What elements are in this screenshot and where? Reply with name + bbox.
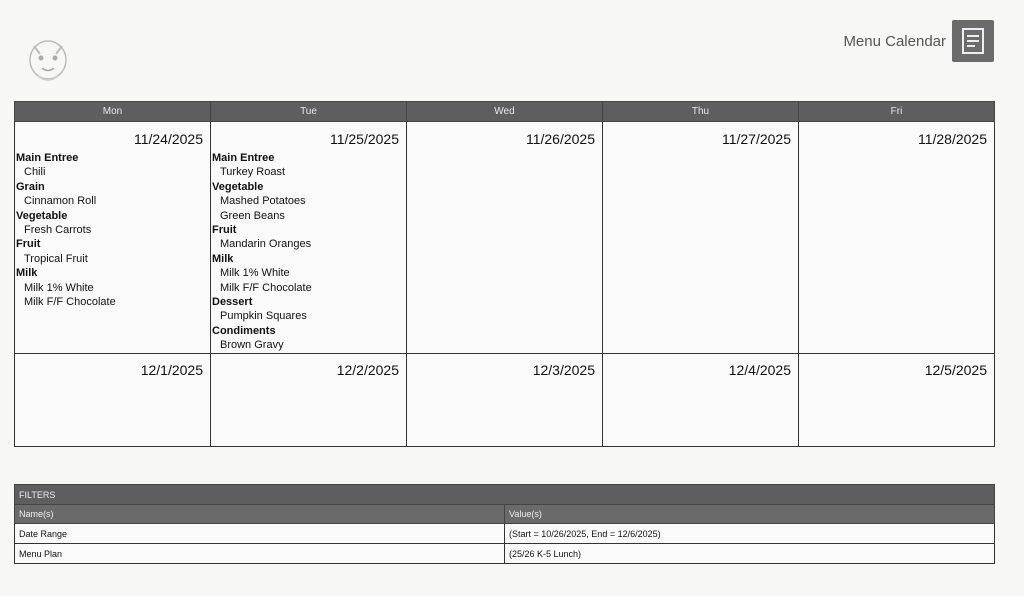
day-header: Fri: [799, 102, 995, 122]
menu-item: Milk 1% White: [24, 281, 94, 294]
day-cell: [15, 353, 211, 446]
day-date: 12/5/2025: [924, 361, 987, 378]
menu-item: Milk F/F Chocolate: [24, 296, 116, 309]
day-menu: [211, 151, 406, 353]
menu-item: Mashed Potatoes: [220, 195, 306, 208]
menu-category: Main Entree: [16, 152, 79, 164]
menu-category: Dessert: [212, 296, 253, 309]
menu-item: Cinnamon Roll: [24, 195, 97, 208]
menu-category: Vegetable: [212, 180, 264, 193]
day-cell: [407, 122, 603, 354]
day-cell: [211, 122, 407, 354]
day-date: 12/4/2025: [728, 361, 791, 378]
menu-item: Mandarin Oranges: [220, 238, 312, 251]
filters-name-header: Name(s): [15, 505, 505, 524]
day-cell: [799, 122, 995, 354]
filter-value: (25/26 K-5 Lunch): [505, 544, 995, 564]
day-header: Thu: [603, 102, 799, 122]
filter-name: Date Range: [15, 524, 505, 544]
menu-category: Vegetable: [16, 209, 68, 222]
filters-value-header: Value(s): [505, 505, 995, 524]
day-header: Wed: [407, 102, 603, 122]
day-header: Tue: [211, 102, 407, 122]
filter-name: Menu Plan: [15, 544, 505, 564]
day-date: 12/3/2025: [532, 361, 595, 378]
document-list-icon[interactable]: [952, 20, 994, 62]
day-cell: [603, 353, 799, 446]
filter-row: [15, 544, 995, 564]
day-date: 12/2/2025: [336, 361, 399, 378]
menu-category: Fruit: [16, 238, 41, 251]
menu-item: Chili: [24, 166, 46, 179]
day-cell: [211, 353, 407, 446]
day-cell: [407, 353, 603, 446]
day-cell: [603, 122, 799, 354]
filters-title: FILTERS: [15, 485, 995, 505]
day-cell: [15, 122, 211, 354]
day-date: 11/24/2025: [133, 131, 203, 147]
day-date: 11/27/2025: [721, 131, 791, 147]
menu-item: Milk 1% White: [220, 267, 290, 280]
day-header-row: [15, 102, 995, 122]
menu-item: Tropical Fruit: [24, 252, 88, 265]
tiger-mascot-icon: [24, 36, 72, 86]
page-title: Menu Calendar: [843, 33, 946, 50]
day-cell: [799, 353, 995, 446]
filter-value: (Start = 10/26/2025, End = 12/6/2025): [505, 524, 995, 544]
calendar-week-row: [15, 353, 995, 446]
menu-category: Main Entree: [212, 152, 275, 164]
menu-item: Milk F/F Chocolate: [220, 281, 312, 294]
menu-category: Condiments: [212, 324, 276, 337]
day-date: 11/28/2025: [917, 131, 987, 147]
filter-row: [15, 524, 995, 544]
day-date: 11/25/2025: [329, 131, 399, 147]
day-menu: [15, 151, 210, 309]
day-date: 12/1/2025: [140, 361, 203, 378]
day-date: 11/26/2025: [525, 131, 595, 147]
menu-item: Pumpkin Squares: [220, 310, 307, 323]
menu-item: Brown Gravy: [220, 339, 284, 352]
menu-calendar: [14, 101, 995, 447]
menu-category: Fruit: [212, 224, 237, 237]
filters-table: [14, 484, 995, 564]
calendar-week-row: [15, 122, 995, 354]
menu-category: Milk: [16, 267, 38, 280]
day-header: Mon: [15, 102, 211, 122]
menu-item: Fresh Carrots: [24, 224, 92, 237]
menu-item: Turkey Roast: [220, 166, 286, 179]
menu-item: Green Beans: [220, 209, 285, 222]
menu-category: Milk: [212, 252, 234, 265]
menu-category: Grain: [16, 180, 45, 193]
